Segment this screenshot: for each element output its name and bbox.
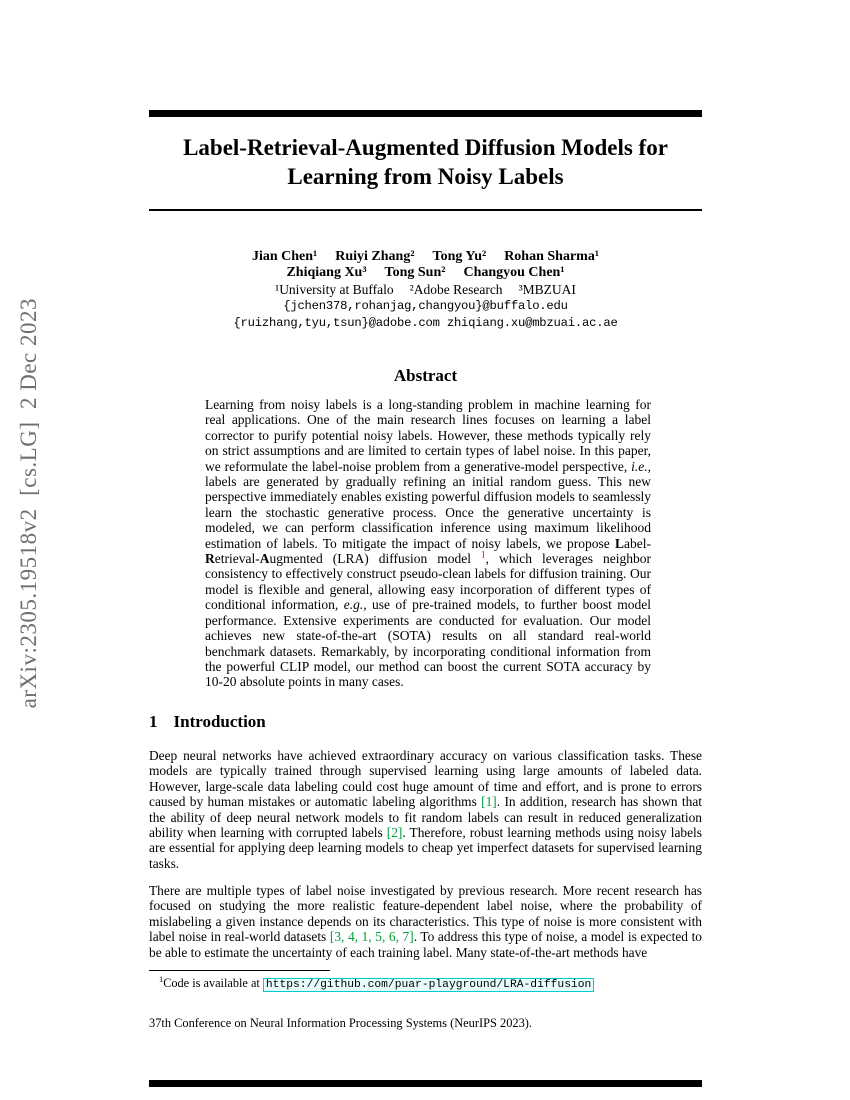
text-segment: , which leverages neighbor consistency to effectively construct pseudo-clean labels for diffusion training. Our model is flexible and general, allowing easy incorporation of different types of conditional information, <box>205 551 651 613</box>
paper-content <box>149 0 702 1100</box>
author-block <box>149 249 702 331</box>
affiliation: ²Adobe Research <box>409 282 503 297</box>
text-segment: L <box>615 535 625 551</box>
citation-1[interactable]: [1] <box>481 794 497 810</box>
text-segment: There are multiple types of label noise investigated by previous research. More recent research has focused on studying the more realistic feature-dependent label noise, where the probability of mislabeling a given instance depends on its characteristics. This type of noise is more consistent with label noise in real-world datasets <box>149 883 702 945</box>
arxiv-watermark: arXiv:2305.19518v2 [cs.LG] 2 Dec 2023 <box>16 298 41 709</box>
text-segment: abel- <box>624 535 651 551</box>
section-number: 1 <box>149 712 158 731</box>
intro-paragraph-2 <box>149 883 702 960</box>
email-line-2: {ruizhang,tyu,tsun}@adobe.com zhiqiang.xu@mbzuai.ac.ae <box>233 315 618 330</box>
citation-group[interactable]: [3, 4, 1, 5, 6, 7] <box>329 929 414 945</box>
text-segment: Deep neural networks have achieved extraordinary accuracy on various classification tasks. These models are typically trained through supervised learning using large amounts of labeled data. However, large-scale data labeling could cost huge amount of time and effort, and is prone to errors caused by human mistakes or automatic labeling algorithms <box>149 748 702 810</box>
bottom-rule <box>149 1080 702 1087</box>
author-name: Zhiqiang Xu³ <box>286 265 367 280</box>
affiliation-row <box>149 282 702 298</box>
top-rule <box>149 110 702 117</box>
section-heading <box>149 712 266 732</box>
text-segment: etrieval- <box>214 551 260 567</box>
affiliation: ³MBZUAI <box>518 282 576 297</box>
footnote-ref[interactable]: 1 <box>481 549 486 560</box>
text-segment: ugmented (LRA) diffusion model <box>269 551 482 567</box>
email-line-1: {jchen378,rohanjag,changyou}@buffalo.edu <box>283 299 568 313</box>
citation-2[interactable]: [2] <box>386 825 403 841</box>
code-repo-link[interactable]: https://github.com/puar-playground/LRA-diffusion <box>263 978 594 992</box>
text-segment: labels are generated by gradually refining an initial random guess. This new perspective immediately enables existing powerful diffusion models to seamlessly learn the stochastic generative process. Once the generative uncertainty is modeled, we can perform classification inference using maximum likelihood estimation of labels. To mitigate the impact of noisy labels, we propose <box>205 474 651 551</box>
author-name: Rohan Sharma¹ <box>504 249 600 264</box>
text-segment: R <box>205 551 215 567</box>
footnote-rule <box>149 970 330 971</box>
text-segment: . To address this type of noise, a model is expected to be able to estimate the uncertainty of each training label. Many state-of-the-art methods have <box>149 929 702 960</box>
footnote <box>149 976 702 991</box>
footnote-text: Code is available at <box>163 976 263 990</box>
paper-title: Label-Retrieval-Augmented Diffusion Models for Learning from Noisy Labels <box>183 135 668 189</box>
author-row-2 <box>149 265 702 281</box>
conference-footer: 37th Conference on Neural Information Processing Systems (NeurIPS 2023). <box>149 1016 533 1030</box>
text-segment: A <box>259 551 270 567</box>
text-segment: e.g., <box>343 597 367 613</box>
text-segment: use of pre-trained models, to further boost model performance. Extensive experiments are conducted for evaluation. Our model achieves new state-of-the-art (SOTA) results on all standard real-world benchmark datasets. Remarkably, by incorporating conditional information from the powerful CLIP model, our method can boost the current SOTA accuracy by 10-20 absolute points in many cases. <box>205 597 651 690</box>
footnote-marker: 1 <box>159 974 164 984</box>
abstract-heading: Abstract <box>393 366 458 385</box>
text-segment: Learning from noisy labels is a long-standing problem in machine learning for real applications. One of the main research lines focuses on learning a label corrector to purify potential noisy labels. However, these methods typically rely on strict assumptions and are limited to certain types of label noise. In this paper, we reformulate the label-noise problem from a generative-model perspective, <box>205 397 651 474</box>
intro-paragraph-1 <box>149 748 702 871</box>
author-name: Tong Sun² <box>384 265 446 280</box>
section-title: Introduction <box>173 712 266 731</box>
author-name: Changyou Chen¹ <box>463 265 565 280</box>
abstract-text <box>205 397 651 690</box>
author-row-1 <box>149 249 702 265</box>
author-name: Jian Chen¹ <box>251 249 318 264</box>
author-name: Tong Yu² <box>432 249 487 264</box>
affiliation: ¹University at Buffalo <box>275 282 394 297</box>
text-segment: . Therefore, robust learning methods using noisy labels are essential for applying deep learning models to cheap yet imperfect datasets for supervised learning tasks. <box>149 825 702 871</box>
author-name: Ruiyi Zhang² <box>335 249 415 264</box>
text-segment: i.e., <box>631 458 651 474</box>
title-rule <box>149 209 702 211</box>
text-segment: . In addition, research has shown that the ability of deep neural network models to fit random labels can result in reduced generalization ability when learning with corrupted labels <box>149 794 702 841</box>
